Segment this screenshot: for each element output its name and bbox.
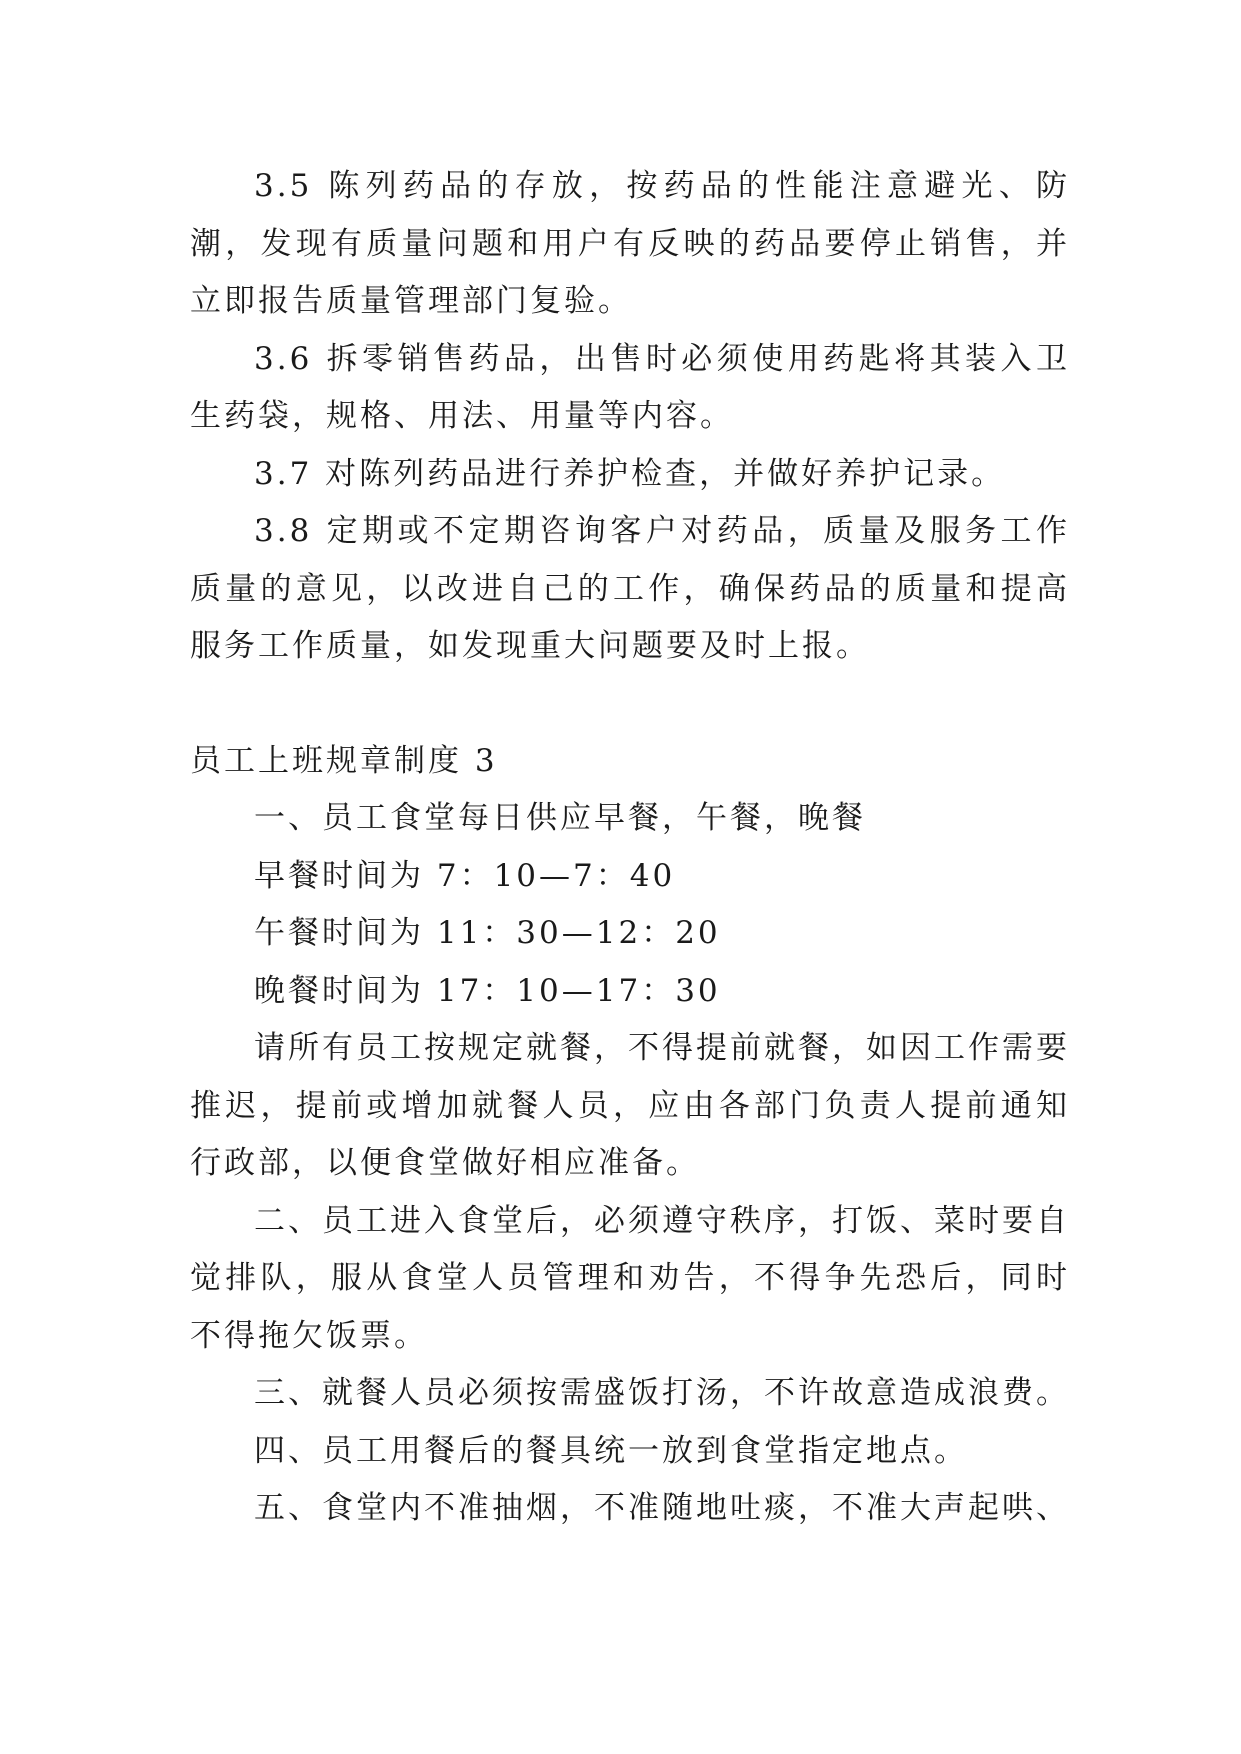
paragraph-3-6: 3.6 拆零销售药品，出售时必须使用药匙将其装入卫生药袋，规格、用法、用量等内容。: [190, 340, 1070, 434]
section-title: 员工上班规章制度 3: [190, 742, 498, 779]
paragraph-lunch-time: 午餐时间为 11：30—12：20: [254, 915, 721, 951]
paragraph-rule-4: 四、员工用餐后的餐具统一放到食堂指定地点。: [254, 1432, 968, 1469]
paragraph-breakfast-time: 早餐时间为 7：10—7：40: [254, 857, 676, 894]
paragraph-3-5: 3.5 陈列药品的存放，按药品的性能注意避光、防潮，发现有质量问题和用户有反映的药品要停止销售，并立即报告质量管理部门复验。: [190, 168, 1070, 319]
paragraph-rule-2: 二、员工进入食堂后，必须遵守秩序，打饭、菜时要自觉排队，服从食堂人员管理和劝告，不得争先恐后，同时不得拖欠饭票。: [190, 1202, 1070, 1354]
paragraph-rule-3: 三、就餐人员必须按需盛饭打汤，不许故意造成浪费。: [254, 1375, 1070, 1411]
paragraph-dining-rules: 请所有员工按规定就餐，不得提前就餐，如因工作需要推迟，提前或增加就餐人员，应由各部门负责人提前通知行政部，以便食堂做好相应准备。: [190, 1030, 1070, 1181]
paragraph-3-8: 3.8 定期或不定期咨询客户对药品，质量及服务工作质量的意见，以改进自己的工作，确保药品的质量和提高服务工作质量，如发现重大问题要及时上报。: [190, 513, 1070, 664]
paragraph-rule-5: 五、食堂内不准抽烟，不准随地吐痰，不准大声起哄、: [254, 1490, 1070, 1526]
paragraph-3-7: 3.7 对陈列药品进行养护检查，并做好养护记录。: [254, 455, 1006, 492]
document-body: [190, 158, 1070, 1538]
paragraph-canteen-supply: 一、员工食堂每日供应早餐，午餐，晚餐: [254, 800, 866, 836]
paragraph-dinner-time: 晚餐时间为 17：10—17：30: [254, 972, 721, 1009]
